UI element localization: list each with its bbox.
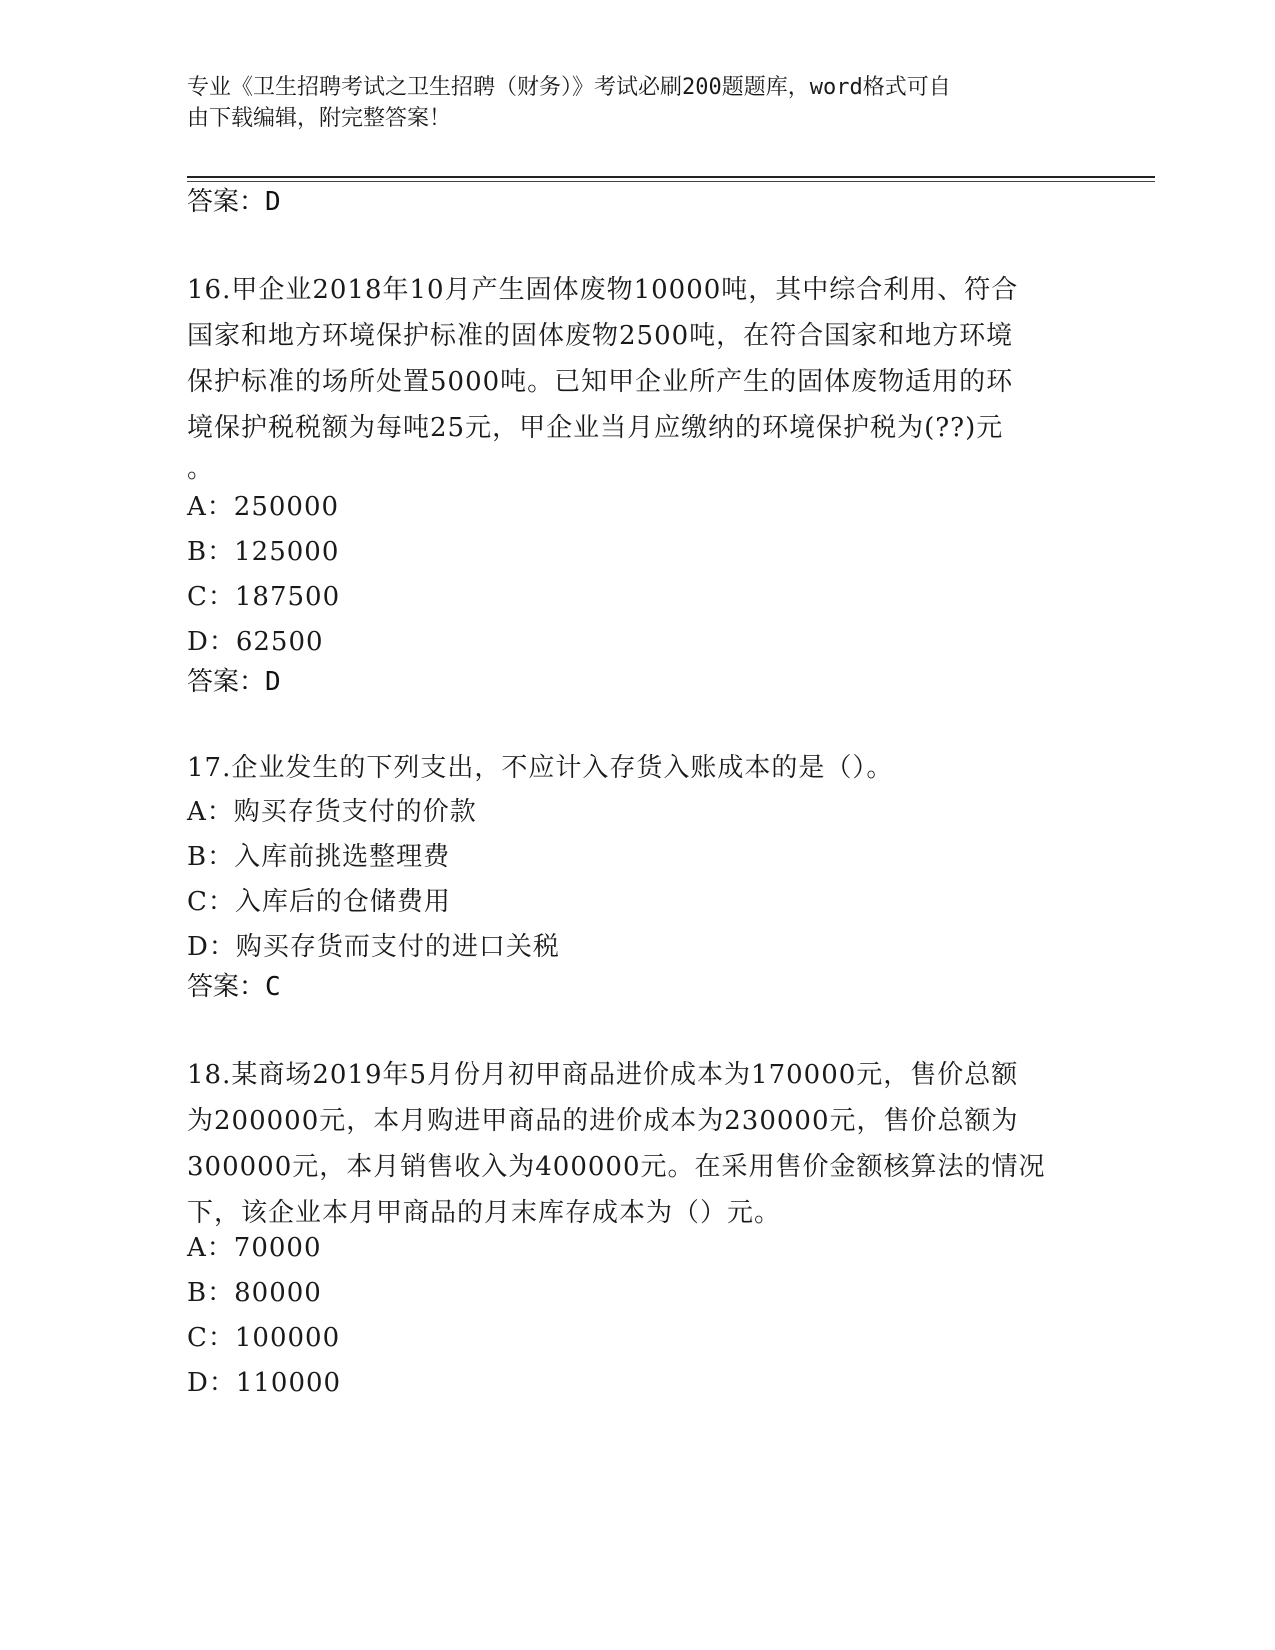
- question-16-options: [187, 489, 1087, 669]
- question-17-options: [187, 794, 1087, 974]
- option-c: C：187500: [187, 582, 341, 612]
- option-a: A：250000: [187, 492, 340, 522]
- header-divider-thin: [187, 181, 1155, 182]
- question-line: 17.企业发生的下列支出，不应计入存货入账成本的是（）。: [187, 753, 894, 783]
- header-divider-thick: [187, 176, 1155, 178]
- question-line: 18.某商场2019年5月份月初甲商品进价成本为170000元，售价总额: [187, 1060, 1019, 1090]
- option-c: C：100000: [187, 1323, 341, 1353]
- option-a: A：购买存货支付的价款: [187, 797, 477, 827]
- answer-prev: 答案：D: [187, 187, 281, 217]
- question-18-options: [187, 1230, 1087, 1410]
- document-header: [187, 72, 1087, 134]
- option-d: D：62500: [187, 627, 324, 657]
- question-18-text: [187, 1052, 1087, 1236]
- option-a: A：70000: [187, 1233, 322, 1263]
- question-line: 境保护税税额为每吨25元，甲企业当月应缴纳的环境保护税为(??)元: [187, 413, 1004, 443]
- question-line: 16.甲企业2018年10月产生固体废物10000吨，其中综合利用、符合: [187, 275, 1019, 305]
- option-b: B：入库前挑选整理费: [187, 842, 451, 872]
- question-line: 保护标准的场所处置5000吨。已知甲企业所产生的固体废物适用的环: [187, 367, 1014, 397]
- option-b: B：80000: [187, 1278, 322, 1308]
- question-17-text: [187, 750, 1087, 786]
- question-line: 300000元，本月销售收入为400000元。在采用售价金额核算法的情况: [187, 1152, 1046, 1182]
- option-d: D：购买存货而支付的进口关税: [187, 932, 560, 962]
- answer-17: 答案：C: [187, 972, 281, 1002]
- question-line: 为200000元，本月购进甲商品的进价成本为230000元，售价总额为: [187, 1106, 1019, 1136]
- question-line: 下，该企业本月甲商品的月末库存成本为（）元。: [187, 1198, 782, 1228]
- option-c: C：入库后的仓储费用: [187, 887, 451, 917]
- header-line-2: 由下载编辑，附完整答案！: [187, 106, 452, 131]
- answer-16: 答案：D: [187, 667, 281, 697]
- question-line: 国家和地方环境保护标准的固体废物2500吨，在符合国家和地方环境: [187, 321, 1014, 351]
- option-b: B：125000: [187, 537, 340, 567]
- question-line: 。: [187, 454, 215, 484]
- option-d: D：110000: [187, 1368, 342, 1398]
- question-16-text: [187, 267, 1087, 487]
- header-line-1: 专业《卫生招聘考试之卫生招聘（财务）》考试必刷200题题库，word格式可自: [187, 75, 951, 100]
